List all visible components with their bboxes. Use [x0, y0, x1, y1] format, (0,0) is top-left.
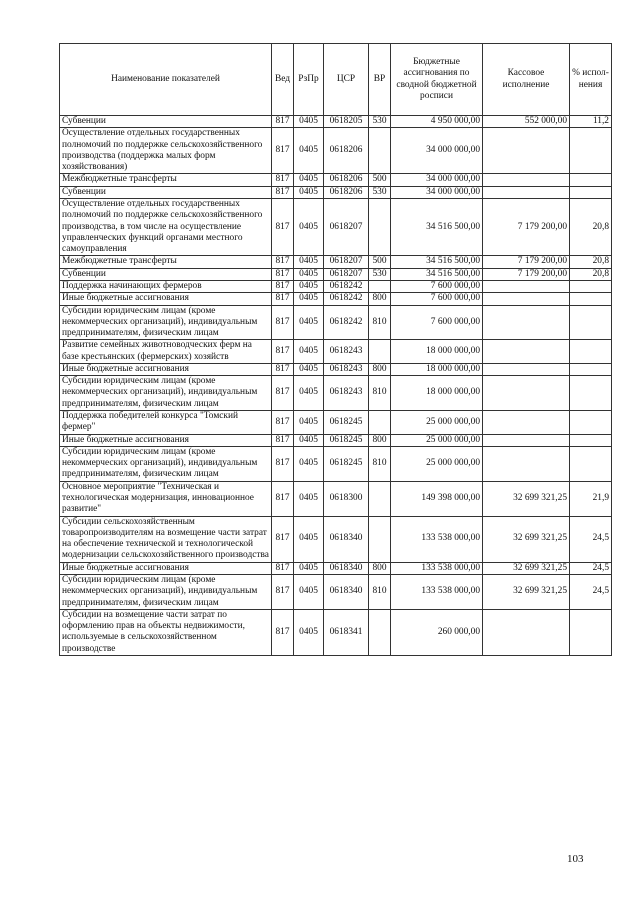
header-name: Наименование показателей	[60, 44, 272, 116]
cell-rzpr: 0405	[294, 116, 324, 128]
cell-name: Осуществление отдельных государственных полномочий по поддержке сельскохозяйственного производства, в том числе на осуществление управленческих функций органами местного самоуправления	[60, 198, 272, 255]
cell-name: Основное мероприятие "Техническая и технологическая модернизация, инновационное развитие"	[60, 481, 272, 516]
cell-csr: 0618243	[324, 376, 369, 411]
cell-rzpr: 0405	[294, 128, 324, 174]
cell-csr: 0618341	[324, 609, 369, 655]
cell-ved: 817	[272, 574, 294, 609]
cell-cash	[483, 293, 570, 305]
cell-vr: 500	[369, 174, 391, 186]
cell-name: Иные бюджетные ассигнования	[60, 363, 272, 375]
table-row	[60, 268, 612, 280]
cell-vr	[369, 340, 391, 364]
cell-csr: 0618243	[324, 340, 369, 364]
cell-csr: 0618340	[324, 516, 369, 562]
budget-table	[59, 43, 612, 656]
cell-pct	[570, 340, 612, 364]
cell-rzpr: 0405	[294, 198, 324, 255]
table-row	[60, 434, 612, 446]
cell-csr: 0618206	[324, 186, 369, 198]
cell-budget: 7 600 000,00	[391, 280, 483, 292]
cell-pct: 20,8	[570, 256, 612, 268]
cell-cash: 552 000,00	[483, 116, 570, 128]
cell-name: Субвенции	[60, 186, 272, 198]
table-row	[60, 293, 612, 305]
cell-rzpr: 0405	[294, 376, 324, 411]
cell-pct: 24,5	[570, 574, 612, 609]
cell-ved: 817	[272, 128, 294, 174]
cell-csr: 0618205	[324, 116, 369, 128]
cell-rzpr: 0405	[294, 574, 324, 609]
cell-pct	[570, 186, 612, 198]
cell-ved: 817	[272, 516, 294, 562]
cell-pct: 20,8	[570, 268, 612, 280]
cell-rzpr: 0405	[294, 516, 324, 562]
cell-csr: 0618206	[324, 128, 369, 174]
cell-rzpr: 0405	[294, 363, 324, 375]
table-body	[60, 116, 612, 656]
cell-name: Развитие семейных животноводческих ферм на базе крестьянских (фермерских) хозяйств	[60, 340, 272, 364]
cell-vr: 530	[369, 268, 391, 280]
table-row	[60, 376, 612, 411]
cell-rzpr: 0405	[294, 280, 324, 292]
cell-ved: 817	[272, 446, 294, 481]
cell-ved: 817	[272, 280, 294, 292]
cell-rzpr: 0405	[294, 609, 324, 655]
cell-rzpr: 0405	[294, 411, 324, 435]
table-row	[60, 481, 612, 516]
cell-budget: 18 000 000,00	[391, 376, 483, 411]
table-row	[60, 411, 612, 435]
cell-cash	[483, 174, 570, 186]
cell-budget: 34 000 000,00	[391, 174, 483, 186]
cell-ved: 817	[272, 363, 294, 375]
cell-name: Субвенции	[60, 268, 272, 280]
cell-ved: 817	[272, 609, 294, 655]
table-row	[60, 516, 612, 562]
cell-pct	[570, 411, 612, 435]
table-row	[60, 186, 612, 198]
cell-rzpr: 0405	[294, 186, 324, 198]
cell-budget: 18 000 000,00	[391, 363, 483, 375]
cell-csr: 0618242	[324, 280, 369, 292]
cell-name: Субвенции	[60, 116, 272, 128]
cell-vr: 530	[369, 186, 391, 198]
cell-ved: 817	[272, 293, 294, 305]
cell-name: Осуществление отдельных государственных полномочий по поддержке сельскохозяйственного производства (поддержка малых форм хозяйствования)	[60, 128, 272, 174]
cell-budget: 34 516 500,00	[391, 198, 483, 255]
cell-ved: 817	[272, 411, 294, 435]
cell-ved: 817	[272, 268, 294, 280]
cell-budget: 34 000 000,00	[391, 186, 483, 198]
cell-ved: 817	[272, 305, 294, 340]
cell-rzpr: 0405	[294, 446, 324, 481]
cell-cash: 32 699 321,25	[483, 562, 570, 574]
cell-budget: 7 600 000,00	[391, 305, 483, 340]
cell-cash	[483, 280, 570, 292]
cell-csr: 0618243	[324, 363, 369, 375]
cell-pct	[570, 280, 612, 292]
cell-rzpr: 0405	[294, 481, 324, 516]
cell-csr: 0618245	[324, 446, 369, 481]
cell-pct	[570, 293, 612, 305]
cell-budget: 260 000,00	[391, 609, 483, 655]
table-row	[60, 562, 612, 574]
cell-budget: 133 538 000,00	[391, 562, 483, 574]
cell-vr: 810	[369, 446, 391, 481]
cell-csr: 0618300	[324, 481, 369, 516]
table-row	[60, 128, 612, 174]
cell-name: Межбюджетные трансферты	[60, 174, 272, 186]
cell-cash	[483, 411, 570, 435]
cell-budget: 133 538 000,00	[391, 574, 483, 609]
cell-pct	[570, 446, 612, 481]
cell-ved: 817	[272, 186, 294, 198]
cell-ved: 817	[272, 562, 294, 574]
table-row	[60, 609, 612, 655]
cell-csr: 0618206	[324, 174, 369, 186]
cell-cash: 32 699 321,25	[483, 574, 570, 609]
header-vr: ВР	[369, 44, 391, 116]
cell-csr: 0618207	[324, 268, 369, 280]
cell-name: Иные бюджетные ассигнования	[60, 293, 272, 305]
cell-ved: 817	[272, 481, 294, 516]
cell-pct: 20,8	[570, 198, 612, 255]
cell-budget: 34 000 000,00	[391, 128, 483, 174]
header-budget: Бюджетные ассигнования по сводной бюджетной росписи	[391, 44, 483, 116]
cell-name: Субсидии юридическим лицам (кроме некоммерческих организаций), индивидуальным предпринимателям, физическим лицам	[60, 305, 272, 340]
cell-name: Иные бюджетные ассигнования	[60, 434, 272, 446]
cell-cash: 32 699 321,25	[483, 516, 570, 562]
table-row	[60, 116, 612, 128]
table-row	[60, 305, 612, 340]
cell-vr	[369, 280, 391, 292]
cell-vr	[369, 516, 391, 562]
cell-budget: 133 538 000,00	[391, 516, 483, 562]
table-row	[60, 174, 612, 186]
cell-rzpr: 0405	[294, 256, 324, 268]
cell-vr: 810	[369, 574, 391, 609]
table-row	[60, 198, 612, 255]
cell-ved: 817	[272, 174, 294, 186]
cell-cash	[483, 376, 570, 411]
cell-vr: 800	[369, 293, 391, 305]
cell-cash: 32 699 321,25	[483, 481, 570, 516]
cell-ved: 817	[272, 434, 294, 446]
cell-pct	[570, 305, 612, 340]
cell-vr	[369, 198, 391, 255]
cell-budget: 25 000 000,00	[391, 411, 483, 435]
header-pct: % испол-нения	[570, 44, 612, 116]
cell-pct	[570, 376, 612, 411]
cell-name: Поддержка победителей конкурса "Томский фермер"	[60, 411, 272, 435]
cell-cash	[483, 609, 570, 655]
cell-cash	[483, 434, 570, 446]
cell-pct: 11,2	[570, 116, 612, 128]
cell-rzpr: 0405	[294, 562, 324, 574]
cell-ved: 817	[272, 340, 294, 364]
cell-budget: 149 398 000,00	[391, 481, 483, 516]
cell-ved: 817	[272, 116, 294, 128]
table-row	[60, 446, 612, 481]
cell-budget: 25 000 000,00	[391, 434, 483, 446]
cell-cash	[483, 340, 570, 364]
cell-vr: 800	[369, 434, 391, 446]
cell-pct	[570, 434, 612, 446]
cell-vr	[369, 128, 391, 174]
cell-ved: 817	[272, 256, 294, 268]
table-row	[60, 363, 612, 375]
cell-vr: 810	[369, 376, 391, 411]
cell-vr: 500	[369, 256, 391, 268]
cell-name: Иные бюджетные ассигнования	[60, 562, 272, 574]
cell-csr: 0618207	[324, 256, 369, 268]
cell-rzpr: 0405	[294, 305, 324, 340]
cell-budget: 18 000 000,00	[391, 340, 483, 364]
cell-name: Субсидии юридическим лицам (кроме некоммерческих организаций), индивидуальным предпринимателям, физическим лицам	[60, 574, 272, 609]
cell-rzpr: 0405	[294, 268, 324, 280]
cell-rzpr: 0405	[294, 293, 324, 305]
cell-pct	[570, 128, 612, 174]
cell-budget: 7 600 000,00	[391, 293, 483, 305]
header-ved: Вед	[272, 44, 294, 116]
cell-budget: 34 516 500,00	[391, 256, 483, 268]
cell-budget: 25 000 000,00	[391, 446, 483, 481]
cell-vr: 800	[369, 562, 391, 574]
table-row	[60, 280, 612, 292]
header-cash: Кассовое исполнение	[483, 44, 570, 116]
table-row	[60, 574, 612, 609]
cell-pct	[570, 174, 612, 186]
cell-pct	[570, 363, 612, 375]
cell-cash	[483, 446, 570, 481]
header-rzpr: РзПр	[294, 44, 324, 116]
cell-csr: 0618207	[324, 198, 369, 255]
cell-cash: 7 179 200,00	[483, 198, 570, 255]
cell-rzpr: 0405	[294, 340, 324, 364]
cell-vr: 530	[369, 116, 391, 128]
cell-name: Поддержка начинающих фермеров	[60, 280, 272, 292]
cell-name: Межбюджетные трансферты	[60, 256, 272, 268]
cell-cash: 7 179 200,00	[483, 268, 570, 280]
cell-rzpr: 0405	[294, 434, 324, 446]
cell-csr: 0618340	[324, 562, 369, 574]
cell-csr: 0618245	[324, 434, 369, 446]
header-csr: ЦСР	[324, 44, 369, 116]
cell-csr: 0618340	[324, 574, 369, 609]
cell-cash: 7 179 200,00	[483, 256, 570, 268]
cell-ved: 817	[272, 376, 294, 411]
cell-cash	[483, 186, 570, 198]
cell-csr: 0618245	[324, 411, 369, 435]
cell-pct	[570, 609, 612, 655]
cell-cash	[483, 363, 570, 375]
cell-csr: 0618242	[324, 305, 369, 340]
table-row	[60, 340, 612, 364]
cell-name: Субсидии юридическим лицам (кроме некоммерческих организаций), индивидуальным предпринимателям, физическим лицам	[60, 446, 272, 481]
cell-csr: 0618242	[324, 293, 369, 305]
cell-pct: 24,5	[570, 562, 612, 574]
cell-pct: 24,5	[570, 516, 612, 562]
cell-vr: 810	[369, 305, 391, 340]
cell-vr: 800	[369, 363, 391, 375]
cell-vr	[369, 481, 391, 516]
cell-name: Субсидии сельскохозяйственным товаропроизводителям на возмещение части затрат на обеспечение технической и технологической модернизации сельскохозяйственного производства	[60, 516, 272, 562]
cell-cash	[483, 305, 570, 340]
cell-ved: 817	[272, 198, 294, 255]
table-row	[60, 256, 612, 268]
cell-pct: 21,9	[570, 481, 612, 516]
cell-rzpr: 0405	[294, 174, 324, 186]
cell-budget: 4 950 000,00	[391, 116, 483, 128]
page-number: 103	[567, 853, 584, 865]
table-header-row	[60, 44, 612, 116]
cell-vr	[369, 411, 391, 435]
cell-budget: 34 516 500,00	[391, 268, 483, 280]
cell-name: Субсидии юридическим лицам (кроме некоммерческих организаций), индивидуальным предпринимателям, физическим лицам	[60, 376, 272, 411]
cell-cash	[483, 128, 570, 174]
cell-vr	[369, 609, 391, 655]
cell-name: Субсидии на возмещение части затрат по оформлению прав на объекты недвижимости, используемые в сельскохозяйственном производстве	[60, 609, 272, 655]
